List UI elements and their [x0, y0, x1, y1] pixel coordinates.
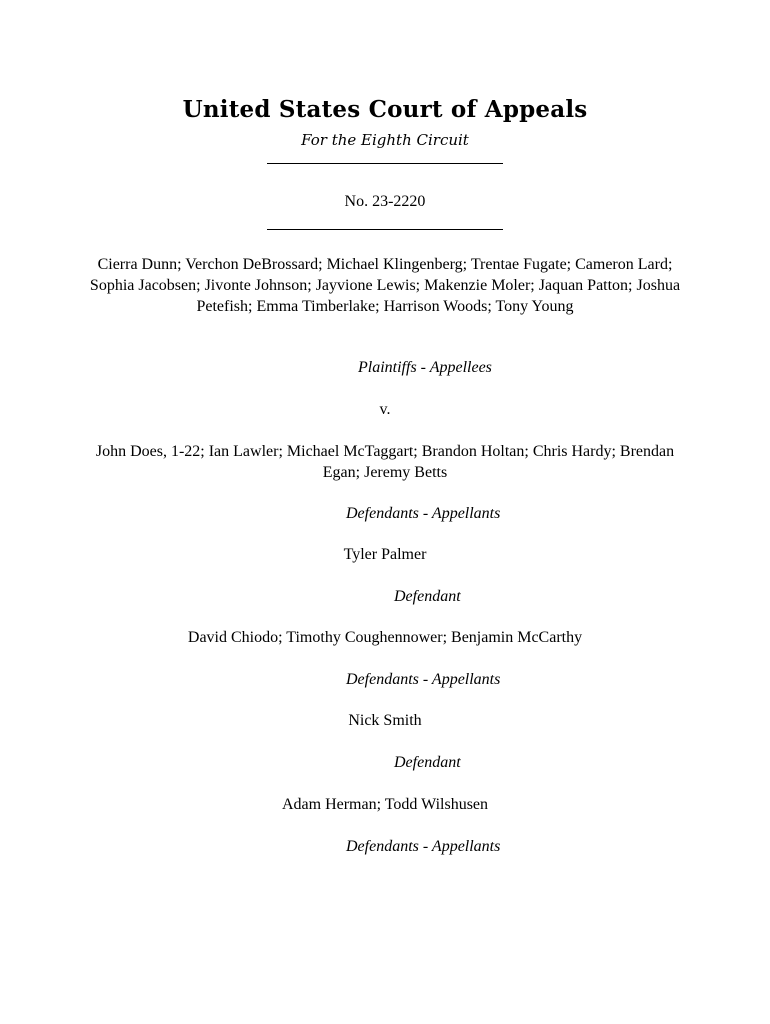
versus-label: v. — [379, 401, 391, 418]
divider-rule-bottom — [267, 229, 503, 230]
court-name-heading: United States Court of Appeals — [182, 96, 588, 123]
defendants-group-5-role: Defendants - Appellants — [346, 838, 501, 855]
defendants-group-1-role: Defendants - Appellants — [346, 505, 501, 522]
plaintiffs-role: Plaintiffs - Appellees — [358, 359, 492, 376]
defendants-group-3-names: David Chiodo; Timothy Coughennower; Benjamin McCarthy — [187, 629, 583, 646]
defendants-group-1-names: John Does, 1-22; Ian Lawler; Michael McTaggart; Brandon Holtan; Chris Hardy; Brendan Egan; Jeremy Betts — [95, 443, 675, 481]
plaintiffs-names: Cierra Dunn; Verchon DeBrossard; Michael Klingenberg; Trentae Fugate; Cameron Lard; Sophia Jacobsen; Jivonte Johnson; Jayvione Lewis; Makenzie Moler; Jaquan Patton; Joshua Petefish; Emma Timberlake; Harrison Woods; Tony Young — [89, 256, 681, 315]
case-number: No. 23-2220 — [344, 193, 426, 210]
circuit-subheading: For the Eighth Circuit — [301, 131, 469, 149]
defendants-group-3-role: Defendants - Appellants — [346, 671, 501, 688]
divider-rule-top — [267, 163, 503, 164]
defendant-group-2-name: Tyler Palmer — [343, 546, 427, 563]
defendants-group-5-names: Adam Herman; Todd Wilshusen — [281, 796, 489, 813]
defendant-group-4-name: Nick Smith — [348, 712, 422, 729]
defendant-group-2-role: Defendant — [394, 588, 461, 605]
defendant-group-4-role: Defendant — [394, 754, 461, 771]
